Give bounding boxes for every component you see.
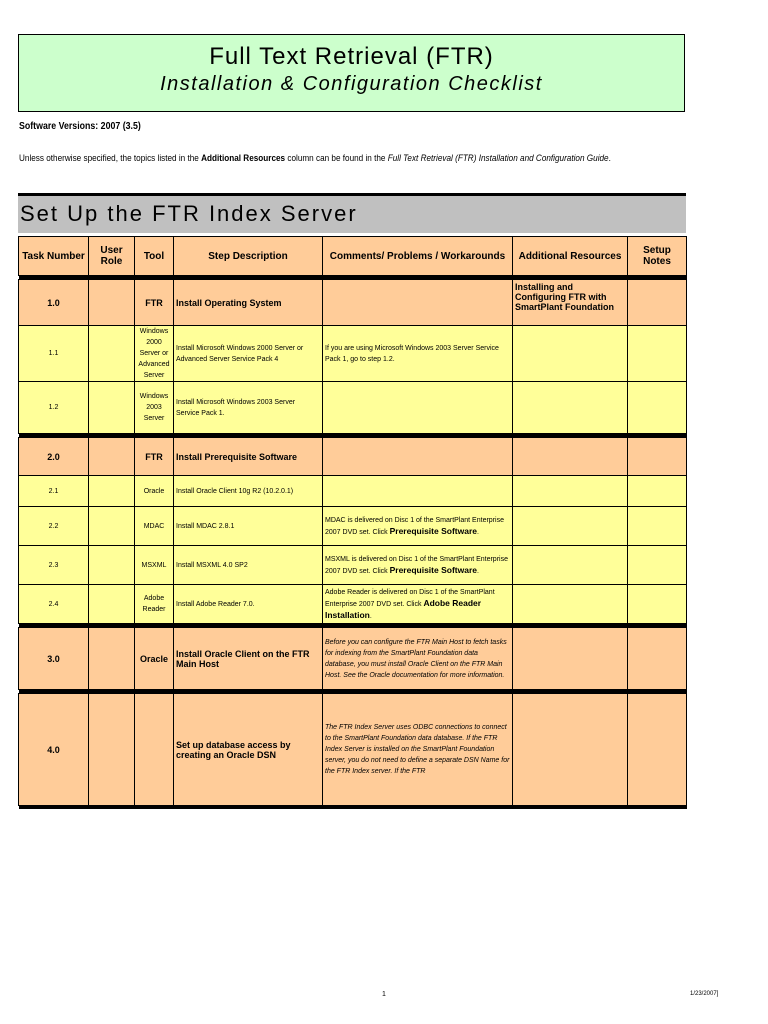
comments	[323, 280, 513, 326]
setup-notes[interactable]	[628, 585, 687, 624]
task-number: 4.0	[19, 694, 89, 806]
title-box	[18, 34, 685, 112]
setup-notes[interactable]	[628, 280, 687, 326]
user-role	[89, 585, 135, 624]
tool: MDAC	[135, 507, 174, 546]
additional-resources	[513, 326, 628, 382]
step-description: Install Microsoft Windows 2000 Server or Advanced Server Service Pack 4	[174, 326, 323, 382]
intro-text: Unless otherwise specified, the topics listed in the Additional Resources column can be found in the Full Text Retrieval (FTR) Installation and Configuration Guide.	[19, 153, 611, 164]
prerequisite-software-link[interactable]: Prerequisite Software	[389, 525, 477, 536]
col-setup-notes: Setup Notes	[628, 237, 687, 276]
setup-notes[interactable]	[628, 628, 687, 690]
user-role	[89, 476, 135, 507]
tool: FTR	[135, 280, 174, 326]
setup-notes[interactable]	[628, 476, 687, 507]
comments: Before you can configure the FTR Main Host to fetch tasks for indexing from the SmartPlant Foundation data database, you must install Oracle Client on the FTR Main Host. See the Oracle documentation for more information.	[323, 628, 513, 690]
table-row	[19, 280, 687, 326]
comments	[323, 382, 513, 434]
step-description: Install Oracle Client 10g R2 (10.2.0.1)	[174, 476, 323, 507]
user-role	[89, 438, 135, 476]
user-role	[89, 382, 135, 434]
table-row	[19, 585, 687, 624]
section-header	[18, 193, 686, 233]
additional-resources	[513, 694, 628, 806]
adobe-reader-installation-link[interactable]: Adobe Reader Installation	[325, 597, 482, 620]
setup-notes[interactable]	[628, 694, 687, 806]
setup-notes[interactable]	[628, 546, 687, 585]
additional-resources	[513, 585, 628, 624]
user-role	[89, 326, 135, 382]
step-description: Set up database access by creating an Oracle DSN	[174, 694, 323, 806]
col-comments: Comments/ Problems / Workarounds	[323, 237, 513, 276]
step-description: Install Oracle Client on the FTR Main Host	[174, 628, 323, 690]
task-number: 2.1	[19, 476, 89, 507]
task-number: 1.2	[19, 382, 89, 434]
comments: MSXML is delivered on Disc 1 of the SmartPlant Enterprise 2007 DVD set. Click Prerequisite Software.	[323, 546, 513, 585]
table-row	[19, 546, 687, 585]
user-role	[89, 280, 135, 326]
setup-notes[interactable]	[628, 507, 687, 546]
setup-notes[interactable]	[628, 326, 687, 382]
section-title: Set Up the FTR Index Server	[20, 201, 358, 226]
task-number: 3.0	[19, 628, 89, 690]
additional-resources	[513, 382, 628, 434]
setup-notes[interactable]	[628, 438, 687, 476]
table-row	[19, 476, 687, 507]
tool	[135, 694, 174, 806]
table-row	[19, 438, 687, 476]
col-step-description: Step Description	[174, 237, 323, 276]
task-number: 2.4	[19, 585, 89, 624]
col-additional-resources: Additional Resources	[513, 237, 628, 276]
additional-resources: Installing and Configuring FTR with SmartPlant Foundation	[513, 280, 628, 326]
checklist-table	[18, 236, 687, 809]
document-title: Full Text Retrieval (FTR)	[209, 43, 494, 70]
col-tool: Tool	[135, 237, 174, 276]
setup-notes[interactable]	[628, 382, 687, 434]
step-description: Install Adobe Reader 7.0.	[174, 585, 323, 624]
additional-resources	[513, 546, 628, 585]
user-role	[89, 694, 135, 806]
step-description: Install Microsoft Windows 2003 Server Service Pack 1.	[174, 382, 323, 434]
user-role	[89, 628, 135, 690]
comments	[323, 476, 513, 507]
step-description: Install Operating System	[174, 280, 323, 326]
col-user-role: User Role	[89, 237, 135, 276]
tool: Windows 2000 Server or Advanced Server	[135, 326, 174, 382]
user-role	[89, 546, 135, 585]
prerequisite-software-link[interactable]: Prerequisite Software	[389, 564, 477, 575]
footer-date: 1/23/2007]	[690, 991, 719, 997]
tool: Windows 2003 Server	[135, 382, 174, 434]
table-row	[19, 628, 687, 690]
table-row	[19, 694, 687, 806]
task-number: 2.2	[19, 507, 89, 546]
tool: FTR	[135, 438, 174, 476]
table-header-row	[19, 237, 687, 276]
comments: The FTR Index Server uses ODBC connections to connect to the SmartPlant Foundation data database. If the FTR Index Server is installed on the SmartPlant Foundation server, you do not need to define a separate DSN Name for the FTR Index server. If the FTR	[323, 694, 513, 806]
tool: Oracle	[135, 476, 174, 507]
comments: MDAC is delivered on Disc 1 of the SmartPlant Enterprise 2007 DVD set. Click Prerequisite Software.	[323, 507, 513, 546]
additional-resources	[513, 438, 628, 476]
tool: Oracle	[135, 628, 174, 690]
page-number: 1	[382, 991, 386, 998]
task-number: 1.1	[19, 326, 89, 382]
tool: Adobe Reader	[135, 585, 174, 624]
tool: MSXML	[135, 546, 174, 585]
step-description: Install Prerequisite Software	[174, 438, 323, 476]
task-number: 2.3	[19, 546, 89, 585]
step-description: Install MDAC 2.8.1	[174, 507, 323, 546]
user-role	[89, 507, 135, 546]
document-subtitle: Installation & Configuration Checklist	[160, 73, 543, 95]
table-row	[19, 326, 687, 382]
task-number: 1.0	[19, 280, 89, 326]
table-row	[19, 507, 687, 546]
table-row	[19, 382, 687, 434]
additional-resources	[513, 507, 628, 546]
software-version: Software Versions: 2007 (3.5)	[19, 121, 141, 132]
additional-resources	[513, 476, 628, 507]
comments	[323, 438, 513, 476]
step-description: Install MSXML 4.0 SP2	[174, 546, 323, 585]
additional-resources	[513, 628, 628, 690]
comments: Adobe Reader is delivered on Disc 1 of the SmartPlant Enterprise 2007 DVD set. Click Adobe Reader Installation.	[323, 585, 513, 624]
comments: If you are using Microsoft Windows 2003 Server Service Pack 1, go to step 1.2.	[323, 326, 513, 382]
col-task-number: Task Number	[19, 237, 89, 276]
task-number: 2.0	[19, 438, 89, 476]
